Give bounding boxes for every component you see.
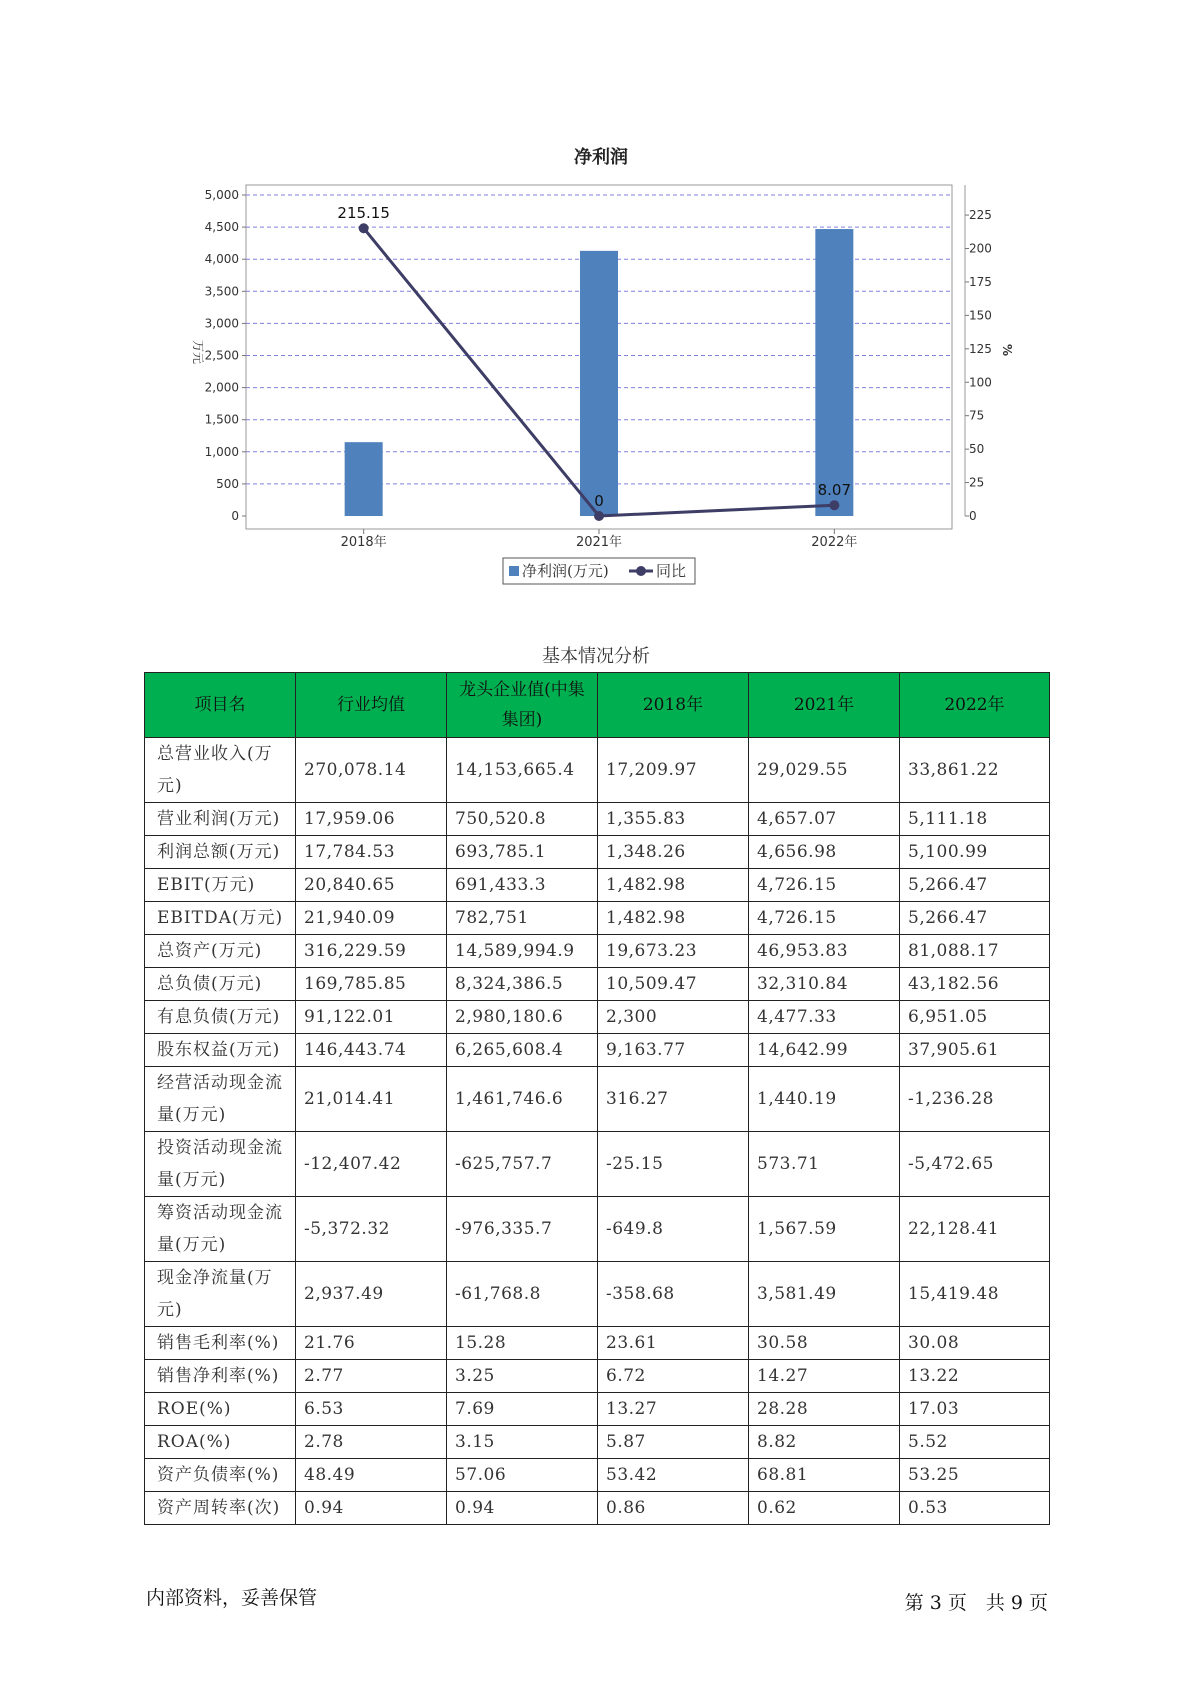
row-value-cell: 68.81 bbox=[749, 1459, 900, 1492]
row-value-cell: 1,461,746.6 bbox=[447, 1067, 598, 1132]
row-value-cell: 20,840.65 bbox=[296, 869, 447, 902]
header-industry-avg: 行业均值 bbox=[296, 673, 447, 738]
table-row bbox=[145, 935, 1050, 968]
row-value-cell: -5,372.32 bbox=[296, 1197, 447, 1262]
x-tick-label: 2022年 bbox=[811, 535, 858, 550]
table-row bbox=[145, 1459, 1050, 1492]
row-value-cell: 91,122.01 bbox=[296, 1001, 447, 1034]
row-value-cell: 4,726.15 bbox=[749, 902, 900, 935]
row-value-cell: 750,520.8 bbox=[447, 803, 598, 836]
row-value-cell: 21.76 bbox=[296, 1327, 447, 1360]
row-value-cell: 30.58 bbox=[749, 1327, 900, 1360]
row-value-cell: -625,757.7 bbox=[447, 1132, 598, 1197]
row-value-cell: 15,419.48 bbox=[900, 1262, 1050, 1327]
table-row bbox=[145, 1197, 1050, 1262]
row-value-cell: 4,477.33 bbox=[749, 1001, 900, 1034]
row-value-cell: 782,751 bbox=[447, 902, 598, 935]
row-value-cell: 17,209.97 bbox=[598, 738, 749, 803]
row-value-cell: 270,078.14 bbox=[296, 738, 447, 803]
row-value-cell: 1,355.83 bbox=[598, 803, 749, 836]
right-tick-label: 200 bbox=[969, 241, 992, 256]
yoy-data-label: 215.15 bbox=[337, 204, 390, 223]
row-value-cell: 57.06 bbox=[447, 1459, 598, 1492]
row-value-cell: 1,348.26 bbox=[598, 836, 749, 869]
row-value-cell: 17,784.53 bbox=[296, 836, 447, 869]
bar-net-profit bbox=[345, 442, 383, 516]
row-item-name: 总资产(万元) bbox=[145, 935, 296, 968]
legend-line-label: 同比 bbox=[656, 562, 687, 580]
table-row bbox=[145, 1001, 1050, 1034]
row-value-cell: -25.15 bbox=[598, 1132, 749, 1197]
row-value-cell: 1,440.19 bbox=[749, 1067, 900, 1132]
row-item-name: EBITDA(万元) bbox=[145, 902, 296, 935]
table-body bbox=[145, 738, 1050, 1525]
table-row bbox=[145, 836, 1050, 869]
table-row bbox=[145, 738, 1050, 803]
row-value-cell: 14.27 bbox=[749, 1360, 900, 1393]
table-row bbox=[145, 1393, 1050, 1426]
left-tick-label: 2,500 bbox=[204, 348, 239, 363]
row-value-cell: 19,673.23 bbox=[598, 935, 749, 968]
bar-net-profit bbox=[580, 251, 618, 516]
row-value-cell: 15.28 bbox=[447, 1327, 598, 1360]
row-value-cell: 3,581.49 bbox=[749, 1262, 900, 1327]
table-title: 基本情况分析 bbox=[542, 646, 650, 667]
x-tick-label: 2018年 bbox=[340, 535, 387, 550]
row-value-cell: 48.49 bbox=[296, 1459, 447, 1492]
row-value-cell: 81,088.17 bbox=[900, 935, 1050, 968]
row-value-cell: 3.15 bbox=[447, 1426, 598, 1459]
legend-bar-label: 净利润(万元) bbox=[522, 562, 609, 580]
row-value-cell: 0.62 bbox=[749, 1492, 900, 1525]
row-value-cell: -1,236.28 bbox=[900, 1067, 1050, 1132]
left-tick-label: 3,000 bbox=[204, 316, 239, 331]
net-profit-chart bbox=[0, 0, 1191, 600]
table-row bbox=[145, 803, 1050, 836]
row-value-cell: 13.27 bbox=[598, 1393, 749, 1426]
basic-analysis-table bbox=[144, 672, 1050, 1525]
row-value-cell: 691,433.3 bbox=[447, 869, 598, 902]
row-item-name: 利润总额(万元) bbox=[145, 836, 296, 869]
row-value-cell: 2,937.49 bbox=[296, 1262, 447, 1327]
row-value-cell: 7.69 bbox=[447, 1393, 598, 1426]
row-value-cell: 17.03 bbox=[900, 1393, 1050, 1426]
row-item-name: 资产负债率(%) bbox=[145, 1459, 296, 1492]
row-value-cell: 5,266.47 bbox=[900, 902, 1050, 935]
row-value-cell: 5.52 bbox=[900, 1426, 1050, 1459]
row-value-cell: 8,324,386.5 bbox=[447, 968, 598, 1001]
legend-bar-swatch bbox=[509, 566, 519, 576]
left-tick-label: 4,500 bbox=[204, 220, 239, 235]
row-value-cell: 21,014.41 bbox=[296, 1067, 447, 1132]
table-row bbox=[145, 869, 1050, 902]
table-row bbox=[145, 1067, 1050, 1132]
row-value-cell: -12,407.42 bbox=[296, 1132, 447, 1197]
table-row bbox=[145, 1132, 1050, 1197]
row-value-cell: 2,980,180.6 bbox=[447, 1001, 598, 1034]
row-value-cell: 17,959.06 bbox=[296, 803, 447, 836]
header-item-name: 项目名 bbox=[145, 673, 296, 738]
row-item-name: ROA(%) bbox=[145, 1426, 296, 1459]
right-tick-label: 50 bbox=[969, 442, 985, 457]
row-value-cell: -649.8 bbox=[598, 1197, 749, 1262]
row-value-cell: 28.28 bbox=[749, 1393, 900, 1426]
row-item-name: 销售毛利率(%) bbox=[145, 1327, 296, 1360]
row-value-cell: 9,163.77 bbox=[598, 1034, 749, 1067]
header-2018: 2018年 bbox=[598, 673, 749, 738]
row-value-cell: 53.42 bbox=[598, 1459, 749, 1492]
right-tick-label: 75 bbox=[969, 408, 985, 423]
chart-title: 净利润 bbox=[574, 147, 628, 168]
left-tick-label: 0 bbox=[231, 509, 239, 523]
row-value-cell: 146,443.74 bbox=[296, 1034, 447, 1067]
row-value-cell: 21,940.09 bbox=[296, 902, 447, 935]
row-value-cell: 573.71 bbox=[749, 1132, 900, 1197]
table-row bbox=[145, 968, 1050, 1001]
right-tick-label: 125 bbox=[969, 341, 992, 356]
row-item-name: 总营业收入(万元) bbox=[145, 738, 296, 803]
row-value-cell: 1,482.98 bbox=[598, 902, 749, 935]
row-value-cell: -358.68 bbox=[598, 1262, 749, 1327]
footer-confidential-note: 内部资料，妥善保管 bbox=[146, 1587, 318, 1609]
row-value-cell: 10,509.47 bbox=[598, 968, 749, 1001]
row-value-cell: 0.53 bbox=[900, 1492, 1050, 1525]
header-2022: 2022年 bbox=[900, 673, 1050, 738]
row-value-cell: 32,310.84 bbox=[749, 968, 900, 1001]
row-value-cell: 5,111.18 bbox=[900, 803, 1050, 836]
bar-net-profit bbox=[815, 229, 853, 516]
row-item-name: ROE(%) bbox=[145, 1393, 296, 1426]
row-item-name: 股东权益(万元) bbox=[145, 1034, 296, 1067]
yoy-point bbox=[829, 500, 839, 510]
row-value-cell: 30.08 bbox=[900, 1327, 1050, 1360]
row-item-name: 销售净利率(%) bbox=[145, 1360, 296, 1393]
chart-canvas bbox=[0, 0, 1191, 600]
left-tick-label: 1,500 bbox=[204, 412, 239, 427]
header-2021: 2021年 bbox=[749, 673, 900, 738]
row-value-cell: 22,128.41 bbox=[900, 1197, 1050, 1262]
right-axis-title: % bbox=[1000, 343, 1014, 357]
left-tick-label: 4,000 bbox=[204, 252, 239, 267]
table-row bbox=[145, 1034, 1050, 1067]
table-row bbox=[145, 1492, 1050, 1525]
row-value-cell: 14,589,994.9 bbox=[447, 935, 598, 968]
row-value-cell: 53.25 bbox=[900, 1459, 1050, 1492]
row-item-name: 现金净流量(万元) bbox=[145, 1262, 296, 1327]
left-tick-label: 5,000 bbox=[204, 188, 239, 202]
row-value-cell: 5,100.99 bbox=[900, 836, 1050, 869]
left-axis-title: 万元 bbox=[191, 339, 205, 365]
footer-page-number: 第 3 页 共 9 页 bbox=[904, 1592, 1048, 1614]
right-tick-label: 175 bbox=[969, 274, 992, 289]
right-tick-label: 25 bbox=[969, 475, 985, 490]
row-item-name: 筹资活动现金流量(万元) bbox=[145, 1197, 296, 1262]
row-value-cell: 43,182.56 bbox=[900, 968, 1050, 1001]
row-value-cell: 2.78 bbox=[296, 1426, 447, 1459]
left-tick-label: 1,000 bbox=[204, 444, 239, 459]
table-row bbox=[145, 1262, 1050, 1327]
row-item-name: 经营活动现金流量(万元) bbox=[145, 1067, 296, 1132]
row-value-cell: 5.87 bbox=[598, 1426, 749, 1459]
table-row bbox=[145, 1426, 1050, 1459]
row-value-cell: 1,482.98 bbox=[598, 869, 749, 902]
row-value-cell: -5,472.65 bbox=[900, 1132, 1050, 1197]
row-item-name: 投资活动现金流量(万元) bbox=[145, 1132, 296, 1197]
row-item-name: 营业利润(万元) bbox=[145, 803, 296, 836]
yoy-data-label: 0 bbox=[594, 492, 604, 510]
row-value-cell: 169,785.85 bbox=[296, 968, 447, 1001]
row-item-name: 资产周转率(次) bbox=[145, 1492, 296, 1525]
right-tick-label: 0 bbox=[969, 509, 977, 523]
row-value-cell: 37,905.61 bbox=[900, 1034, 1050, 1067]
row-value-cell: 316,229.59 bbox=[296, 935, 447, 968]
row-value-cell: 693,785.1 bbox=[447, 836, 598, 869]
left-tick-label: 3,500 bbox=[204, 284, 239, 299]
left-tick-label: 500 bbox=[216, 476, 239, 491]
legend-line-marker bbox=[636, 566, 646, 576]
row-value-cell: 4,726.15 bbox=[749, 869, 900, 902]
row-value-cell: 6,951.05 bbox=[900, 1001, 1050, 1034]
right-tick-label: 150 bbox=[969, 308, 992, 323]
row-value-cell: 2.77 bbox=[296, 1360, 447, 1393]
row-value-cell: 29,029.55 bbox=[749, 738, 900, 803]
row-value-cell: 0.86 bbox=[598, 1492, 749, 1525]
table-row bbox=[145, 1360, 1050, 1393]
row-value-cell: 46,953.83 bbox=[749, 935, 900, 968]
row-value-cell: 23.61 bbox=[598, 1327, 749, 1360]
row-value-cell: -976,335.7 bbox=[447, 1197, 598, 1262]
header-leader-value: 龙头企业值(中集集团) bbox=[447, 673, 598, 738]
row-value-cell: -61,768.8 bbox=[447, 1262, 598, 1327]
row-value-cell: 2,300 bbox=[598, 1001, 749, 1034]
row-item-name: 总负债(万元) bbox=[145, 968, 296, 1001]
row-value-cell: 4,657.07 bbox=[749, 803, 900, 836]
row-value-cell: 6.53 bbox=[296, 1393, 447, 1426]
row-value-cell: 316.27 bbox=[598, 1067, 749, 1132]
yoy-data-label: 8.07 bbox=[817, 481, 852, 500]
yoy-point bbox=[594, 511, 604, 521]
row-value-cell: 1,567.59 bbox=[749, 1197, 900, 1262]
row-value-cell: 14,642.99 bbox=[749, 1034, 900, 1067]
left-tick-label: 2,000 bbox=[204, 380, 239, 395]
right-tick-label: 225 bbox=[969, 208, 992, 223]
right-tick-label: 100 bbox=[969, 375, 992, 390]
row-item-name: EBIT(万元) bbox=[145, 869, 296, 902]
row-value-cell: 0.94 bbox=[296, 1492, 447, 1525]
table-row bbox=[145, 902, 1050, 935]
row-value-cell: 5,266.47 bbox=[900, 869, 1050, 902]
row-value-cell: 8.82 bbox=[749, 1426, 900, 1459]
row-value-cell: 33,861.22 bbox=[900, 738, 1050, 803]
row-value-cell: 4,656.98 bbox=[749, 836, 900, 869]
yoy-point bbox=[359, 223, 369, 233]
row-value-cell: 6.72 bbox=[598, 1360, 749, 1393]
row-item-name: 有息负债(万元) bbox=[145, 1001, 296, 1034]
row-value-cell: 3.25 bbox=[447, 1360, 598, 1393]
table-header-row bbox=[145, 673, 1050, 738]
row-value-cell: 0.94 bbox=[447, 1492, 598, 1525]
table-row bbox=[145, 1327, 1050, 1360]
row-value-cell: 6,265,608.4 bbox=[447, 1034, 598, 1067]
row-value-cell: 14,153,665.4 bbox=[447, 738, 598, 803]
row-value-cell: 13.22 bbox=[900, 1360, 1050, 1393]
x-tick-label: 2021年 bbox=[575, 535, 623, 550]
